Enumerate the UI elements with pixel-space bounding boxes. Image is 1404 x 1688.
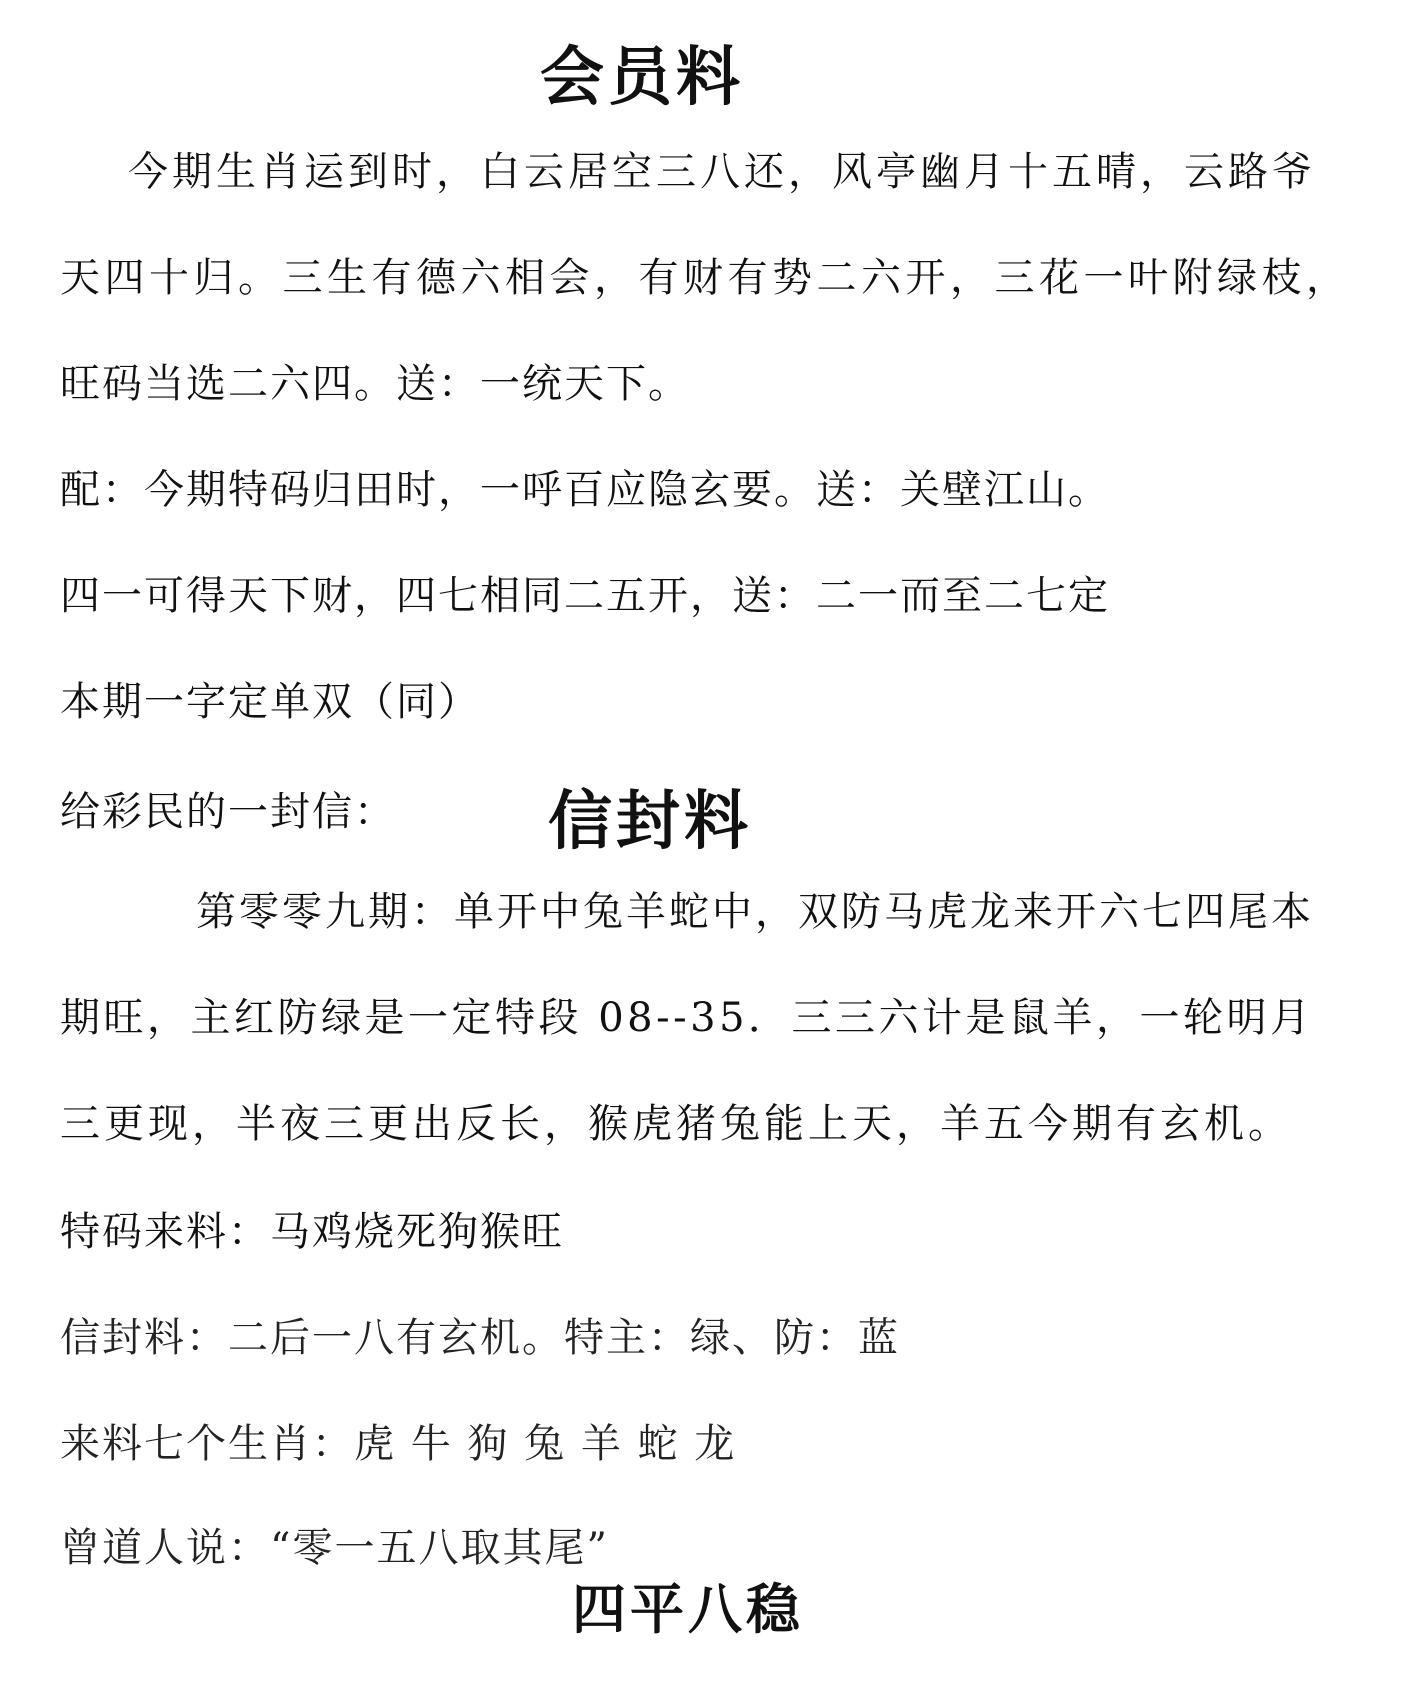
text-line: 今期生肖运到时，白云居空三八还，风亭幽月十五晴，云路爷: [128, 149, 1316, 195]
text-line: 配：今期特码归田时，一呼百应隐玄要。送：关壁江山。: [60, 467, 1110, 513]
letter-intro: 给彩民的一封信：: [60, 789, 396, 835]
text-line: 四一可得天下财，四七相同二五开，送：二一而至二七定: [60, 573, 1110, 619]
text-line: 旺码当选二六四。送：一统天下。: [60, 361, 690, 407]
text-line: 来料七个生肖：虎 牛 狗 兔 羊 蛇 龙: [60, 1421, 737, 1467]
text-line: 曾道人说：“零一五八取其尾”: [60, 1525, 609, 1571]
text-line: 三更现，半夜三更出反长，猴虎猪兔能上天，羊五今期有玄机。: [60, 1101, 1292, 1147]
text-line: 天四十归。三生有德六相会，有财有势二六开，三花一叶附绿枝，: [60, 255, 1351, 301]
text-line: 信封料：二后一八有玄机。特主：绿、防：蓝: [60, 1315, 900, 1361]
title-footer: 四平八稳: [572, 1577, 804, 1641]
text-line: 本期一字定单双（同）: [60, 679, 480, 725]
title-member-info: 会员料: [540, 40, 744, 115]
title-envelope-info: 信封料: [548, 784, 752, 859]
text-line: 期旺，主红防绿是一定特段 08--35．三三六计是鼠羊，一轮明月: [60, 995, 1314, 1041]
text-line: 第零零九期：单开中兔羊蛇中，双防马虎龙来开六七四尾本: [196, 889, 1314, 935]
text-line: 特码来料：马鸡烧死狗猴旺: [60, 1209, 564, 1255]
